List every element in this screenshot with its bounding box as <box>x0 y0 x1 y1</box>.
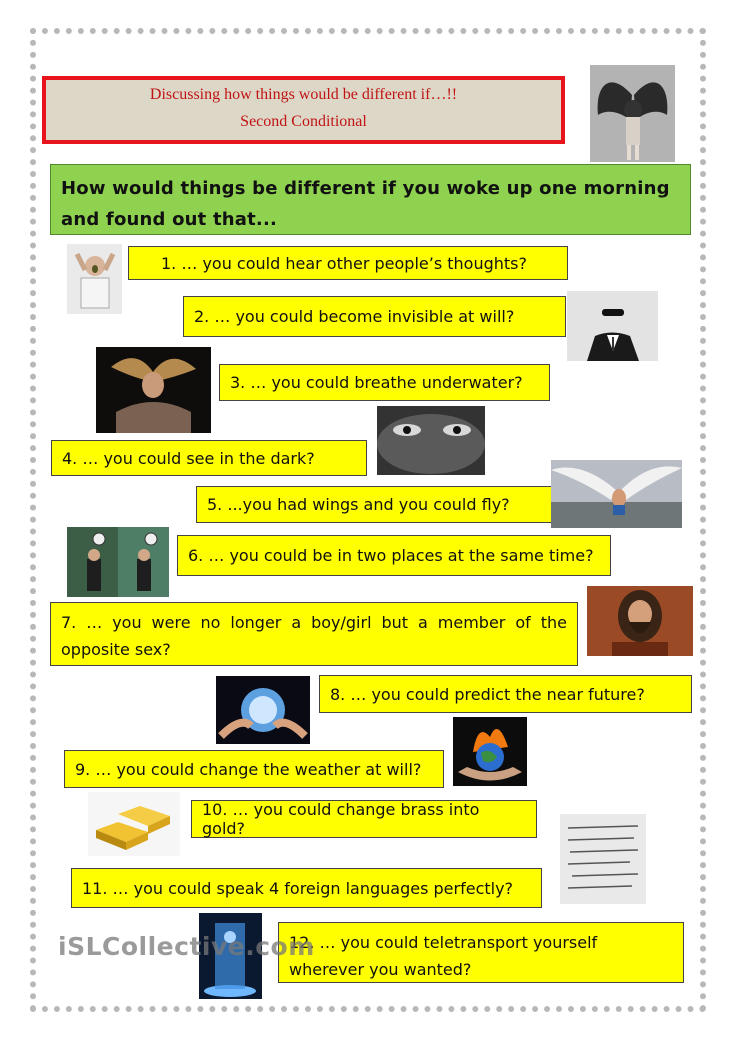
two-places-picture <box>67 527 169 597</box>
gold-bars-picture <box>88 792 180 856</box>
question-7: 7. … you were no longer a boy/girl but a member of the opposite sex? <box>50 602 578 666</box>
question-5: 5. ...you had wings and you could fly? <box>196 486 552 523</box>
crystal-ball-picture <box>216 676 310 744</box>
question-2: 2. … you could become invisible at will? <box>183 296 566 337</box>
invisible-man-picture <box>567 291 658 361</box>
question-9: 9. … you could change the weather at will? <box>64 750 444 788</box>
question-11: 11. … you could speak 4 foreign languages perfectly? <box>71 868 542 908</box>
question-8: 8. … you could predict the near future? <box>319 675 692 713</box>
eyes-in-dark-picture <box>377 406 485 475</box>
question-10: 10. … you could change brass into gold? <box>191 800 537 838</box>
underwater-man-picture <box>96 347 211 433</box>
bearded-lady-picture <box>587 586 693 656</box>
question-3: 3. … you could breathe underwater? <box>219 364 550 401</box>
intro-question: How would things be different if you woke up one morning and found out that... <box>50 164 691 235</box>
angel-picture <box>590 65 675 162</box>
title-line-1: Discussing how things would be different if…!! <box>149 86 458 103</box>
question-4: 4. … you could see in the dark? <box>51 440 367 476</box>
watermark: iSLCollective.com <box>58 932 315 961</box>
question-12: 12. … you could teletransport yourself wherever you wanted? <box>278 922 684 983</box>
question-1: 1. … you could hear other people’s thoughts? <box>128 246 568 280</box>
question-6: 6. … you could be in two places at the same time? <box>177 535 611 576</box>
screaming-man-picture <box>67 244 122 314</box>
title-line-2: Second Conditional <box>240 113 367 130</box>
burning-earth-picture <box>453 717 527 786</box>
flying-man-picture <box>551 460 682 528</box>
foreign-text-picture <box>560 814 646 904</box>
title-box <box>42 76 565 144</box>
